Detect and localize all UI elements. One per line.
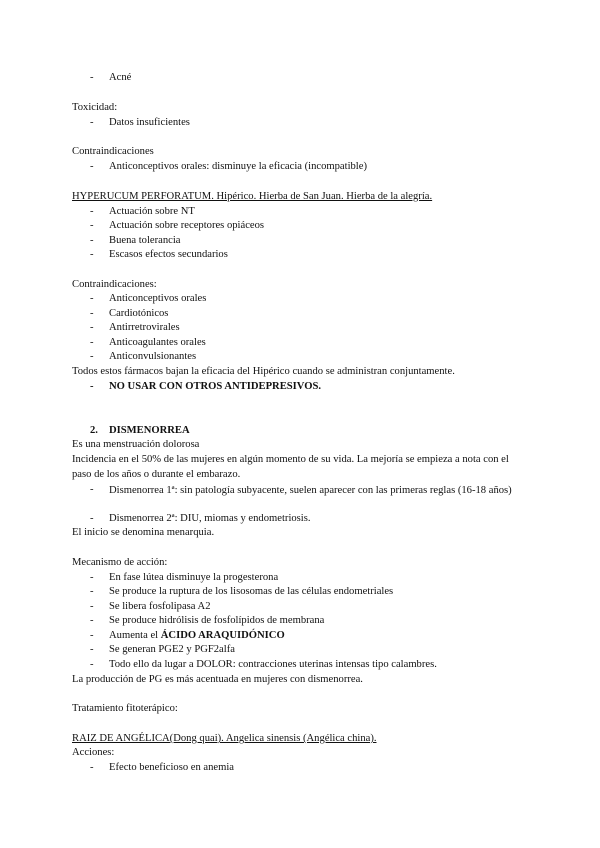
list-item: Dismenorrea 2ª: DIU, miomas y endometriosis. [109, 513, 311, 524]
angelica-title: RAIZ DE ANGÉLICA(Dong quai). Angelica sinensis (Angélica china). [72, 733, 377, 744]
bullet-dash: - [90, 586, 94, 597]
incidence-paragraph: Incidencia en el 50% de las mujeres en algún momento de su vida. La mejoría se empieza a nota con el paso de los años o durante el embarazo. [72, 454, 509, 480]
list-item: Anticonceptivos orales [109, 293, 207, 304]
list-item: Actuación sobre receptores opiáceos [109, 220, 265, 231]
bullet-dash: - [90, 630, 94, 641]
bullet-dash: - [90, 235, 94, 246]
mechanism-summary: La producción de PG es más acentuada en mujeres con dismenorrea. [72, 674, 363, 685]
list-item: Se libera fosfolipasa A2 [109, 601, 211, 612]
bullet-dash: - [90, 161, 94, 172]
bullet-dash: - [90, 337, 94, 348]
bullet-dash: - [90, 72, 94, 83]
bullet-dash: - [90, 513, 94, 524]
bullet-dash: - [90, 381, 94, 392]
list-item: Actuación sobre NT [109, 206, 195, 217]
definition: Es una menstruación dolorosa [72, 439, 200, 450]
list-item-acne: Acné [109, 72, 132, 83]
list-item [109, 629, 285, 643]
list-item: Anticonvulsionantes [109, 351, 197, 362]
list-item: Antirretrovirales [109, 322, 180, 333]
list-item: Cardiotónicos [109, 308, 169, 319]
item-prefix: Aumenta el [109, 630, 161, 641]
bullet-dash: - [90, 762, 94, 773]
toxicity-heading: Toxicidad: [72, 102, 118, 113]
bullet-dash: - [90, 293, 94, 304]
list-item: Datos insuficientes [109, 117, 190, 128]
actions-heading: Acciones: [72, 747, 115, 758]
bullet-dash: - [90, 484, 94, 495]
list-item: Todo ello da lugar a DOLOR: contracciones uterinas intensas tipo calambres. [109, 659, 437, 670]
treatment-heading: Tratamiento fitoterápico: [72, 703, 178, 714]
bullet-dash: - [90, 601, 94, 612]
list-item: Dismenorrea 1ª: sin patología subyacente, suelen aparecer con las primeras reglas (16-18 años) [109, 485, 512, 496]
bullet-dash: - [90, 644, 94, 655]
interaction-note: Todos estos fármacos bajan la eficacia del Hipérico cuando se administran conjuntamente. [72, 366, 455, 377]
section-title: DISMENORREA [109, 425, 190, 436]
list-item: Efecto beneficioso en anemia [109, 762, 235, 773]
contraindications-heading: Contraindicaciones: [72, 279, 157, 290]
arachidonic-acid: ÁCIDO ARAQUIDÓNICO [160, 630, 285, 641]
list-item: Se generan PGE2 y PGF2alfa [109, 644, 235, 655]
menarche-note: El inicio se denomina menarquia. [72, 527, 215, 538]
list-item: Se produce la ruptura de los lisosomas de las células endometriales [109, 586, 394, 597]
hypericum-title: HYPERUCUM PERFORATUM. Hipérico. Hierba de San Juan. Hierba de la alegría. [72, 191, 433, 202]
bullet-dash: - [90, 322, 94, 333]
mechanism-heading: Mecanismo de acción: [72, 557, 168, 568]
bullet-dash: - [90, 572, 94, 583]
bullet-dash: - [90, 249, 94, 260]
bullet-dash: - [90, 117, 94, 128]
list-item: Anticonceptivos orales: disminuye la eficacia (incompatible) [109, 161, 367, 172]
list-item: En fase lútea disminuye la progesterona [109, 572, 279, 583]
warning-text: NO USAR CON OTROS ANTIDEPRESIVOS. [109, 381, 321, 392]
list-item: Anticoagulantes orales [109, 337, 206, 348]
list-item: Escasos efectos secundarios [109, 249, 228, 260]
bullet-dash: - [90, 206, 94, 217]
bullet-dash: - [90, 659, 94, 670]
bullet-dash: - [90, 220, 94, 231]
bullet-dash: - [90, 615, 94, 626]
bullet-dash: - [90, 308, 94, 319]
section-number: 2. [90, 425, 98, 436]
contraindications-heading: Contraindicaciones [72, 146, 154, 157]
list-item: Buena tolerancia [109, 235, 181, 246]
bullet-dash: - [90, 351, 94, 362]
list-item: Se produce hidrólisis de fosfolípidos de membrana [109, 615, 325, 626]
